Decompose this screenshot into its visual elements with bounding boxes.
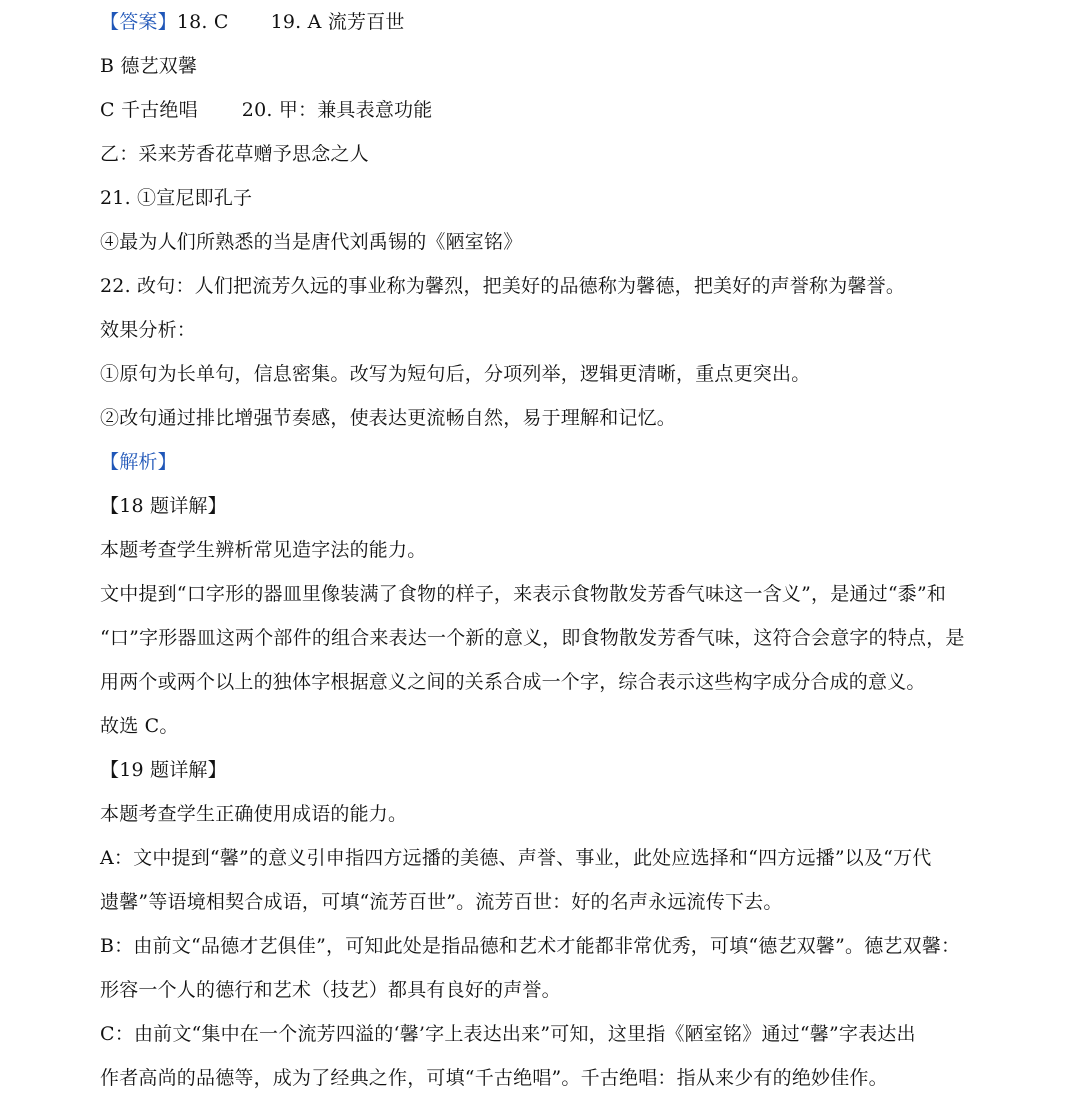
effect-analysis-1: ①原句为长单句，信息密集。改写为短句后，分项列举，逻辑更清晰，重点更突出。 [100,363,811,385]
answer-heading: 【答案】 [100,11,177,33]
q18-paragraph-2-line-1: 文中提到“口字形的器皿里像装满了食物的样子，来表示食物散发芳香气味这一含义”，是通过“黍”和 [100,583,947,605]
answer-line-18-19 [100,10,405,34]
answer-18: 18. C [176,11,229,33]
q19-option-a-line-2: 遗馨”等语境相契合成语，可填“流芳百世”。流芳百世：好的名声永远流传下去。 [100,891,783,913]
q19-option-c-line-2: 作者高尚的品德等，成为了经典之作，可填“千古绝唱”。千古绝唱：指从来少有的绝妙佳作。 [100,1067,888,1089]
q18-conclusion: 故选 C。 [100,715,179,737]
answer-line-19c-20 [100,98,432,122]
q19-option-b-line-1: B：由前文“品德才艺俱佳”，可知此处是指品德和艺术才能都非常优秀，可填“德艺双馨”。德艺双馨： [100,935,961,957]
answer-21-1: 21. ①宣尼即孔子 [100,187,253,209]
answer-20a: 20. 甲：兼具表意功能 [241,99,433,121]
answer-19a: 19. A 流芳百世 [270,11,405,33]
q18-paragraph-2-line-3: 用两个或两个以上的独体字根据意义之间的关系合成一个字，综合表示这些构字成分合成的意义。 [100,671,926,693]
analysis-heading: 【解析】 [100,451,177,473]
q18-detail-heading: 【18 题详解】 [100,495,227,517]
q18-paragraph-1: 本题考查学生辨析常见造字法的能力。 [100,539,427,561]
answer-21-4: ④最为人们所熟悉的当是唐代刘禹锡的《陋室铭》 [100,231,523,253]
q19-paragraph-1: 本题考查学生正确使用成语的能力。 [100,803,408,825]
answer-19b: B 德艺双馨 [100,55,198,77]
q18-paragraph-2-line-2: “口”字形器皿这两个部件的组合来表达一个新的意义，即食物散发芳香气味，这符合会意字的特点，是 [100,627,965,649]
effect-analysis-2: ②改句通过排比增强节奏感，使表达更流畅自然，易于理解和记忆。 [100,407,677,429]
answer-22: 22. 改句：人们把流芳久远的事业称为馨烈，把美好的品德称为馨德，把美好的声誉称为馨誉。 [100,275,906,297]
answer-19c: C 千古绝唱 [100,99,198,121]
q19-option-b-line-2: 形容一个人的德行和艺术（技艺）都具有良好的声誉。 [100,979,561,1001]
effect-analysis-heading: 效果分析： [100,319,197,341]
q19-detail-heading: 【19 题详解】 [100,759,227,781]
q19-option-a-line-1: A：文中提到“馨”的意义引申指四方远播的美德、声誉、事业，此处应选择和“四方远播”以及“万代 [100,847,932,869]
q19-option-c-line-1: C：由前文“集中在一个流芳四溢的‘馨’字上表达出来”可知，这里指《陋室铭》通过“馨”字表达出 [100,1023,916,1045]
answer-20b: 乙：采来芳香花草赠予思念之人 [100,143,369,165]
